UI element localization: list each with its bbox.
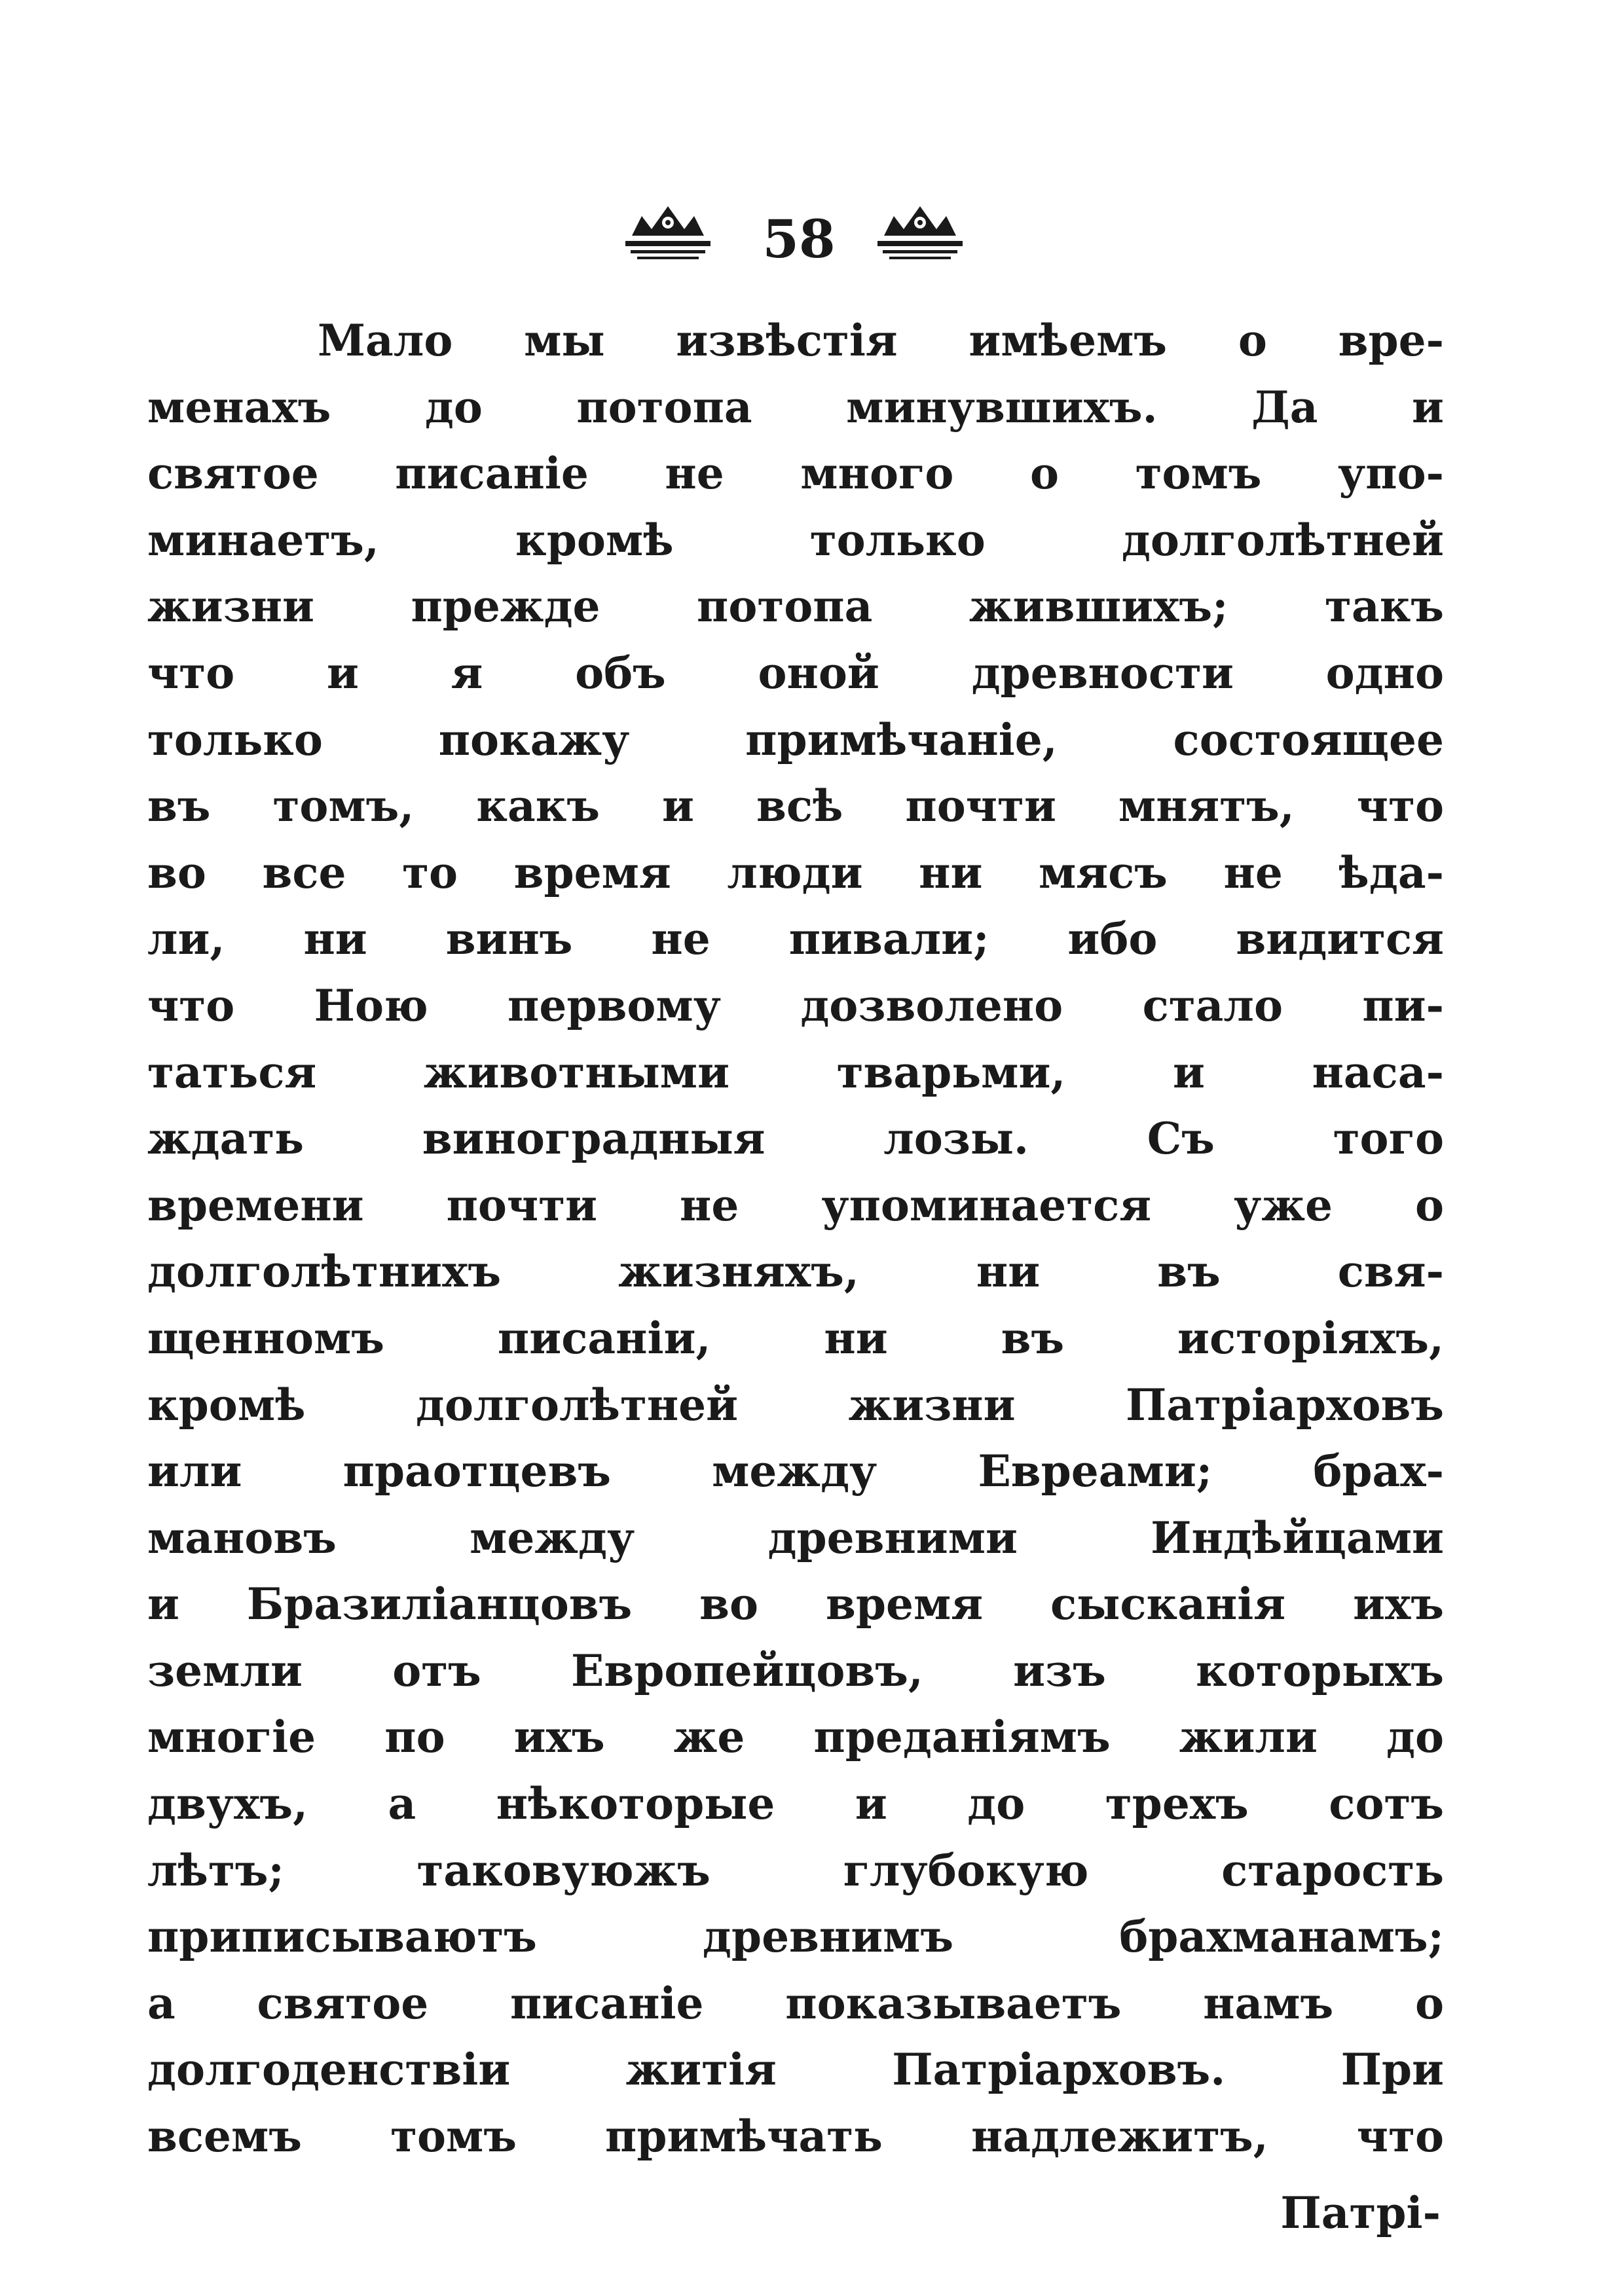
text-line: Мало мы извѣстія имѣемъ о вре-	[318, 315, 1444, 366]
page-header	[0, 190, 1624, 288]
text-line: мановъ между древними Индѣйцами	[147, 1512, 1444, 1563]
crown-ornament-icon	[619, 196, 717, 268]
text-line: кромѣ долголѣтней жизни Патріарховъ	[147, 1379, 1444, 1430]
text-line: что и я объ оной древности одно	[147, 647, 1444, 699]
page-number: 58	[762, 208, 836, 270]
text-line: многіе по ихъ же преданіямъ жили до	[147, 1711, 1444, 1763]
text-line: приписываютъ древнимъ брахманамъ;	[147, 1911, 1444, 1963]
text-line: всемъ томъ примѣчать надлежитъ, что	[147, 2111, 1444, 2162]
text-line: долголѣтнихъ жизняхъ, ни въ свя-	[147, 1246, 1444, 1298]
text-line: времени почти не упоминается уже о	[147, 1179, 1444, 1231]
text-line: или праотцевъ между Евреами; брах-	[147, 1446, 1444, 1497]
catchword: Патрі-	[1280, 2187, 1441, 2238]
text-line: ли, ни винъ не пивали; ибо видится	[147, 913, 1444, 965]
text-line: земли отъ Европейцовъ, изъ которыхъ	[147, 1645, 1444, 1696]
text-line: двухъ, а нѣкоторые и до трехъ сотъ	[147, 1778, 1444, 1830]
text-line: что Ною первому дозволено стало пи-	[147, 979, 1444, 1031]
text-line: таться животными тварьми, и наса-	[147, 1046, 1444, 1098]
text-line: жизни прежде потопа жившихъ; такъ	[147, 581, 1444, 632]
text-line: святое писаніе не много о томъ упо-	[147, 448, 1444, 500]
text-line: минаетъ, кромѣ только долголѣтней	[147, 514, 1444, 566]
text-line: и Бразиліанцовъ во время сысканія ихъ	[147, 1578, 1444, 1630]
text-line: только покажу примѣчаніе, состоящее	[147, 714, 1444, 765]
text-line: во все то время люди ни мясъ не ѣда-	[147, 847, 1444, 898]
text-line: ждать виноградныя лозы. Съ того	[147, 1113, 1444, 1165]
body-text	[147, 308, 1444, 2170]
crown-ornament-icon	[871, 196, 969, 268]
text-line: а святое писаніе показываетъ намъ о	[147, 1977, 1444, 2029]
text-line: долгоденствіи житія Патріарховъ. При	[147, 2044, 1444, 2096]
text-line: въ томъ, какъ и всѣ почти мнятъ, что	[147, 780, 1444, 832]
text-line: лѣтъ; таковуюжъ глубокую старость	[147, 1844, 1444, 1896]
text-line: менахъ до потопа минувшихъ. Да и	[147, 381, 1444, 433]
text-line: щенномъ писаніи, ни въ исторіяхъ,	[147, 1312, 1444, 1364]
